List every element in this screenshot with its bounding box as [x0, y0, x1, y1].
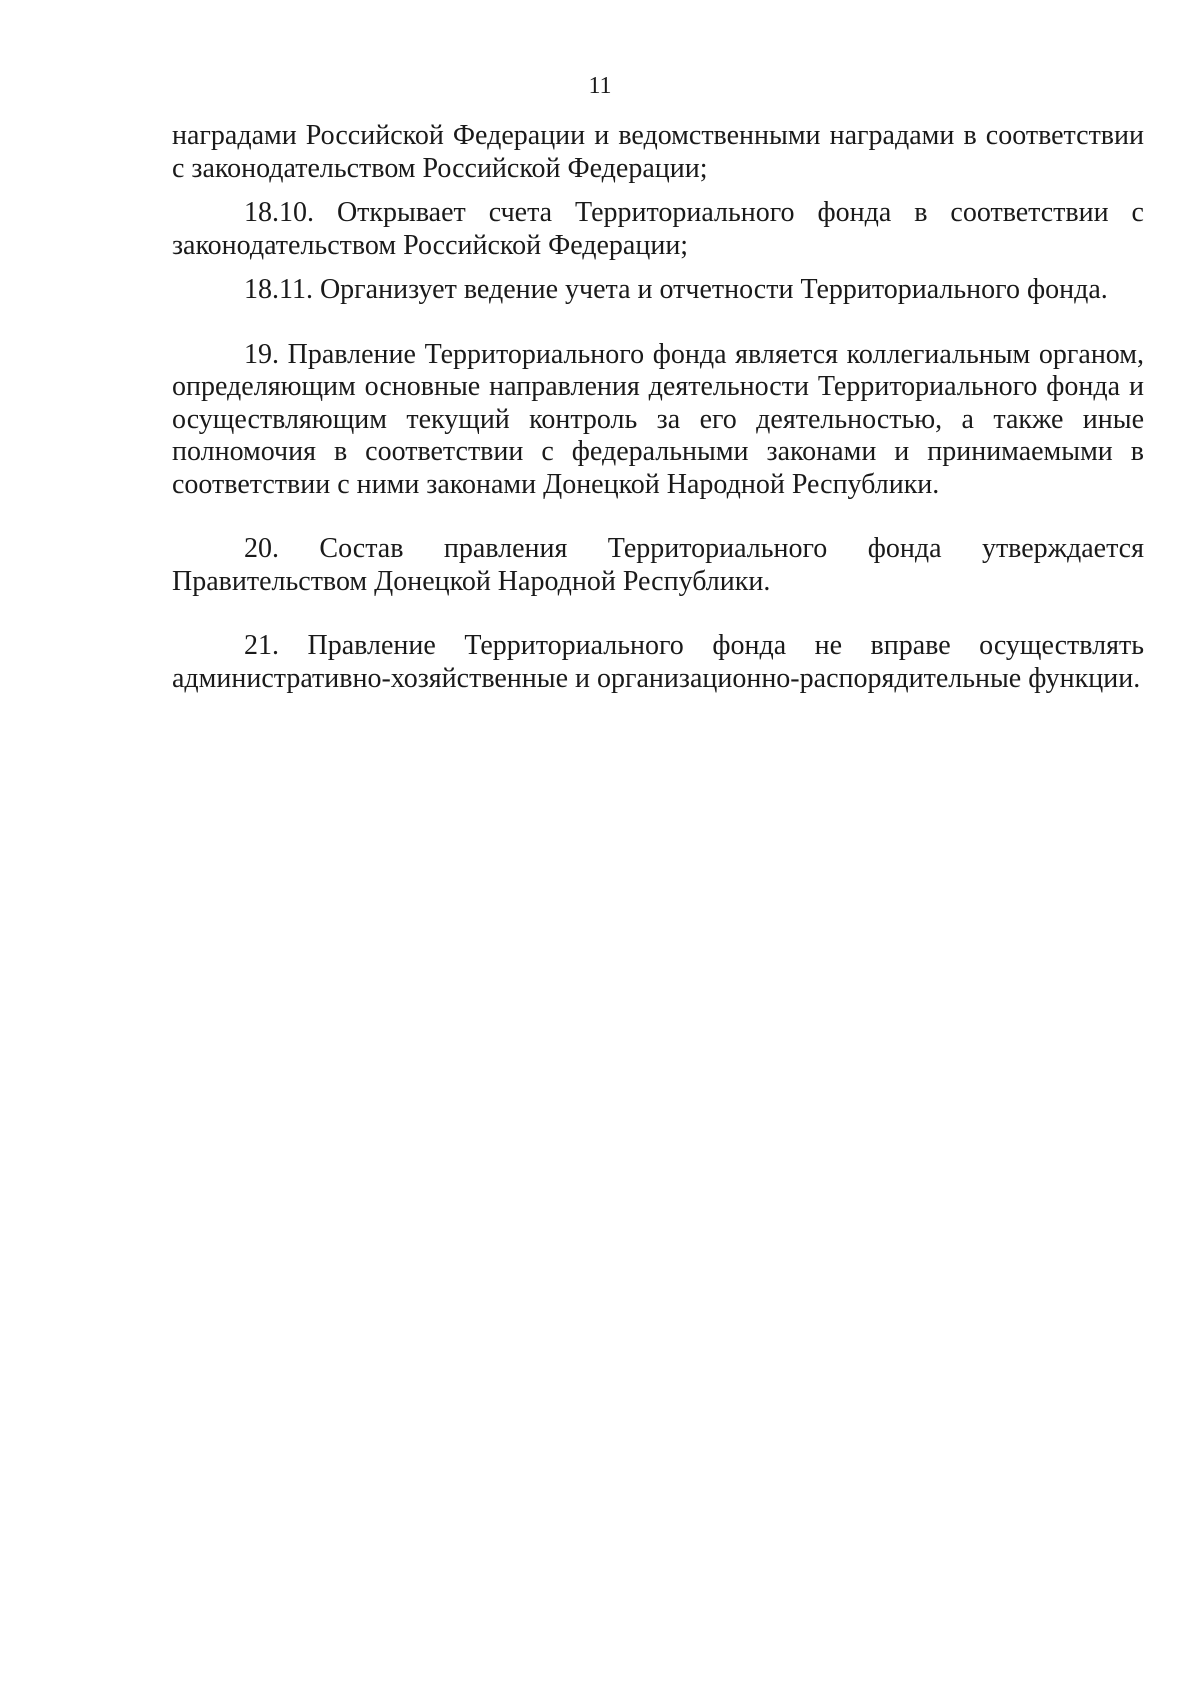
- page-number: 11: [588, 73, 612, 99]
- paragraph-18-10: 18.10. Открывает счета Территориального фонда в соответствии с законодательством Российской Федерации;: [172, 197, 1144, 261]
- paragraph-19: 19. Правление Территориального фонда является коллегиальным органом, определяющим основные направления деятельности Территориального фонда и осуществляющим текущий контроль за его деятельностью, а также иные полномочия в соответствии с федеральными законами и принимаемыми в соответствии с ними законами Донецкой Народной Республики.: [172, 338, 1144, 500]
- paragraph-21: 21. Правление Территориального фонда не вправе осуществлять административно-хозяйственные и организационно-распорядительные функции.: [172, 630, 1144, 694]
- paragraph-18-11: 18.11. Организует ведение учета и отчетности Территориального фонда.: [244, 274, 1108, 305]
- document-body: [172, 120, 1144, 695]
- paragraph-continuation: наградами Российской Федерации и ведомственными наградами в соответствии с законодательством Российской Федерации;: [172, 120, 1144, 184]
- paragraph-20: 20. Состав правления Территориального фонда утверждается Правительством Донецкой Народной Республики.: [172, 533, 1144, 597]
